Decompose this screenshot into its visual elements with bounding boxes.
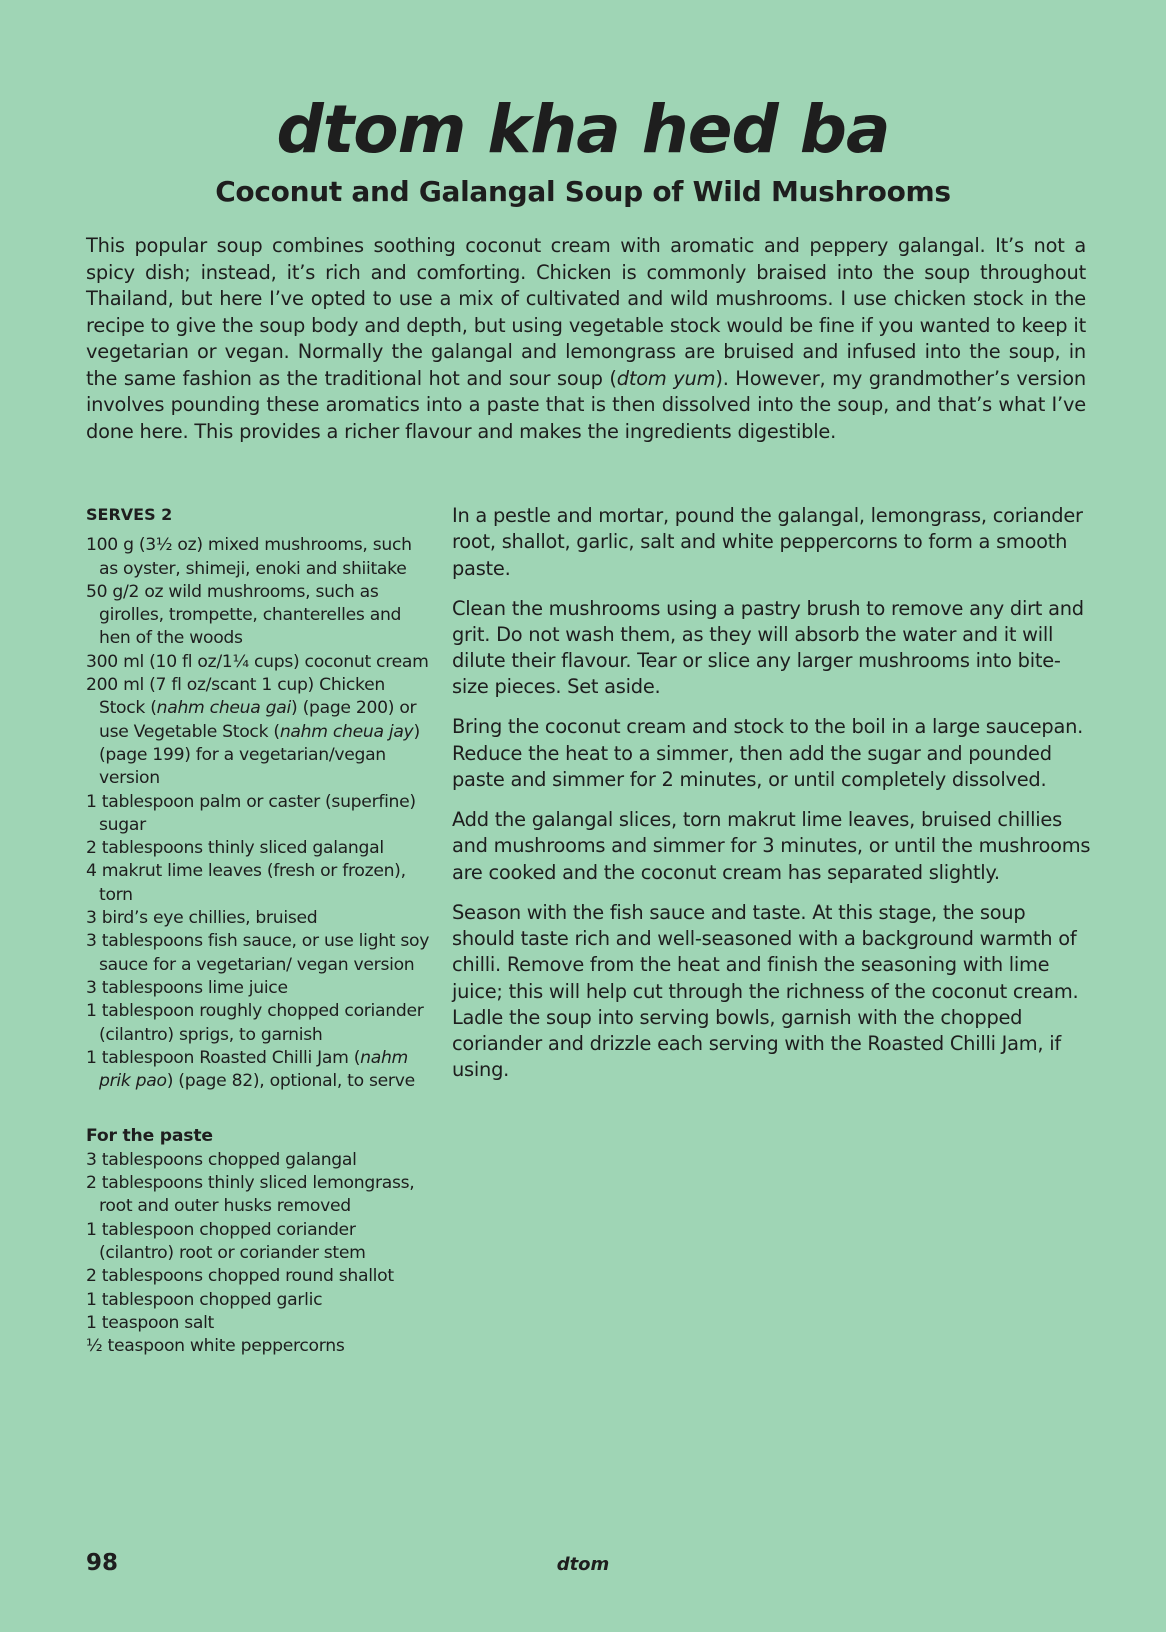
ingredient-item <box>86 674 431 790</box>
serves-heading: SERVES 2 <box>86 505 173 524</box>
paste-ingredient-item: 1 teaspoon salt <box>86 1312 214 1333</box>
paste-ingredient-item: 1 tablespoon chopped garlic <box>86 1289 323 1310</box>
paste-ingredient-item: 2 tablespoons thinly sliced lemongrass, root and outer husks removed <box>86 1173 415 1217</box>
ingredient-italic-term: nahm cheua gai <box>156 698 291 719</box>
intro-text: This popular soup combines soothing coconut cream with aromatic and peppery galangal. It’s not a spicy dish; instead, it’s rich and comforting. Chicken is commonly braised into the soup throughout Thailand, but here I’ve opted to use a mix of cultivated and wild mushrooms. I use chicken stock in the recipe to give the soup body and depth, but using vegetable stock would be fine if you wanted to keep it vegetarian or vegan. Normally the galangal and lemongrass are bruised and infused into the soup, in the same fashion as the traditional hot and sour soup ( <box>86 234 1086 390</box>
ingredient-item <box>86 791 431 838</box>
paste-ingredient-item: 3 tablespoons chopped galangal <box>86 1149 357 1170</box>
method-column <box>452 503 1092 1097</box>
method-step: Bring the coconut cream and stock to the boil in a large saucepan. Reduce the heat to a simmer, then add the sugar and pounded paste and simmer for 2 minutes, or until completely dissolved. <box>452 715 1084 792</box>
intro-paragraph <box>86 233 1086 445</box>
intro-text: ). However, my grandmother’s version involves pounding these aromatics into a paste that is then dissolved into the soup, and that’s what I’ve done here. This provides a richer flavour and makes the ingredients digestible. <box>86 366 1086 443</box>
ingredient-text: 3 bird’s eye chillies, bruised <box>86 908 318 929</box>
ingredient-text: 1 tablespoon roughly chopped coriander (cilantro) sprigs, to garnish <box>86 1001 424 1045</box>
recipe-subtitle: Coconut and Galangal Soup of Wild Mushrooms <box>215 175 951 208</box>
ingredient-item <box>86 1000 431 1047</box>
ingredient-text: ) (page 82), optional, to serve <box>166 1071 415 1092</box>
ingredient-item <box>86 651 431 674</box>
ingredient-text: 50 g/2 oz wild mushrooms, such as girolles, trompette, chanterelles and hen of the woods <box>86 581 402 649</box>
ingredient-text: 1 tablespoon palm or caster (superfine) sugar <box>86 791 416 835</box>
ingredient-text: 3 tablespoons fish sauce, or use light soy sauce for a vegetarian/ vegan version <box>86 931 430 975</box>
ingredients-list <box>86 534 431 1093</box>
method-step: Add the galangal slices, torn makrut lime leaves, bruised chillies and mushrooms and simmer for 3 minutes, or until the mushrooms are cooked and the coconut cream has separated slightly. <box>452 808 1091 884</box>
ingredient-text: 3 tablespoons lime juice <box>86 977 288 998</box>
paste-ingredients-list <box>86 1149 431 1359</box>
ingredient-item <box>86 907 431 930</box>
ingredient-text: 4 makrut lime leaves (fresh or frozen), torn <box>86 861 406 905</box>
ingredient-item <box>86 1047 431 1094</box>
ingredient-text: 100 g (3½ oz) mixed mushrooms, such as oyster, shimeji, enoki and shiitake <box>86 535 412 579</box>
ingredient-item <box>86 534 431 581</box>
paste-heading: For the paste <box>86 1126 213 1147</box>
ingredient-item <box>86 581 431 651</box>
ingredient-item <box>86 977 431 1000</box>
paste-ingredient-item: ½ teaspoon white peppercorns <box>86 1336 345 1357</box>
ingredient-text: 200 ml (7 fl oz/scant 1 cup) Chicken Stock ( <box>86 675 385 719</box>
intro-italic-term: dtom yum <box>616 366 716 390</box>
method-step: Season with the fish sauce and taste. At this stage, the soup should taste rich and well-seasoned with a background warmth of chilli. Remove from the heat and finish the seasoning with lime juice; this will help cut through the richness of the coconut cream. Ladle the soup into serving bowls, garnish with the chopped coriander and drizzle each serving with the Roasted Chilli Jam, if using. <box>452 900 1079 1082</box>
ingredient-text: 1 tablespoon Roasted Chilli Jam ( <box>86 1047 361 1068</box>
running-head: dtom <box>556 1554 610 1575</box>
ingredient-italic-term: nahm prik pao <box>99 1047 408 1092</box>
paste-ingredient-item: 2 tablespoons chopped round shallot <box>86 1266 394 1287</box>
paste-ingredient-item: 1 tablespoon chopped coriander (cilantro) root or coriander stem <box>86 1219 366 1263</box>
ingredient-item <box>86 837 431 860</box>
ingredient-text: ) (page 199) for a vegetarian/vegan version <box>99 721 420 789</box>
ingredient-italic-term: nahm cheua jay <box>279 721 414 742</box>
ingredient-text: ) (page 200) or use Vegetable Stock ( <box>99 698 417 742</box>
ingredient-text: 2 tablespoons thinly sliced galangal <box>86 838 384 859</box>
ingredient-item <box>86 860 431 907</box>
ingredient-text: 300 ml (10 fl oz/1¼ cups) coconut cream <box>86 651 429 672</box>
page-number: 98 <box>86 1550 119 1576</box>
method-step: In a pestle and mortar, pound the galangal, lemongrass, coriander root, shallot, garlic, salt and white peppercorns to form a smooth paste. <box>452 504 1083 580</box>
ingredient-item <box>86 930 431 977</box>
recipe-title: dtom kha hed ba <box>276 91 890 168</box>
ingredients-column <box>86 503 431 1358</box>
method-step: Clean the mushrooms using a pastry brush to remove any dirt and grit. Do not wash them, as they will absorb the water and it will dilute their flavour. Tear or slice any larger mushrooms into bite-size pieces. Set aside. <box>452 596 1084 699</box>
